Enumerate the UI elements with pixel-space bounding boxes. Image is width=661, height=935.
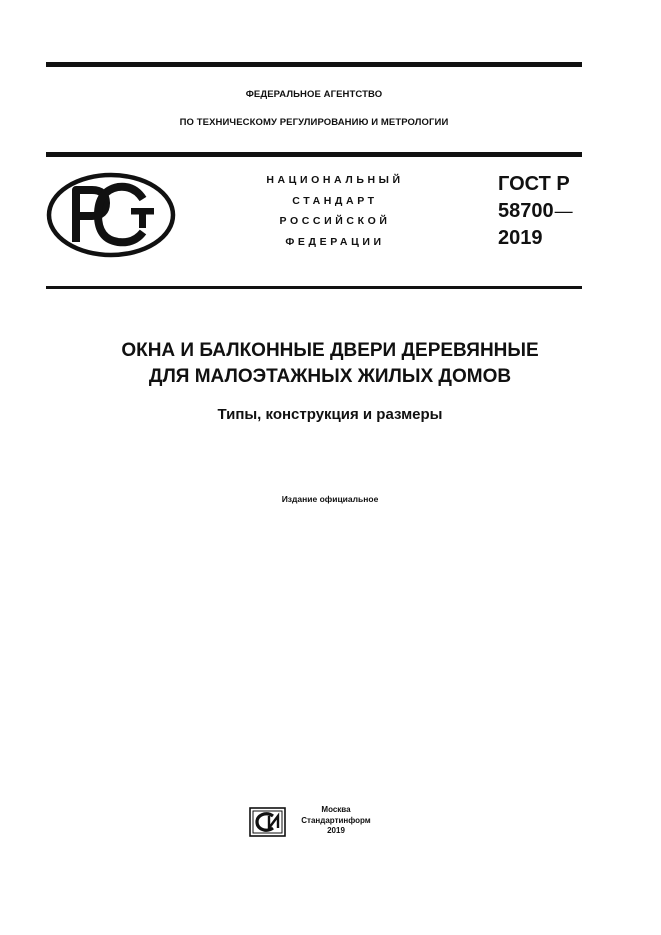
- agency-line-2: ПО ТЕХНИЧЕСКОМУ РЕГУЛИРОВАНИЮ И МЕТРОЛОГИИ: [179, 117, 449, 128]
- publisher-year: 2019: [327, 826, 345, 835]
- agency-line-1: ФЕДЕРАЛЬНОЕ АГЕНТСТВО: [245, 89, 383, 100]
- standard-type-line-1: НАЦИОНАЛЬНЫЙ: [266, 174, 404, 186]
- header-rule: [46, 152, 582, 157]
- standartinform-logo-icon: [249, 807, 286, 837]
- designation-number-line: [498, 198, 573, 225]
- rst-gost-logo-icon: [46, 172, 176, 258]
- publisher-city: Москва: [321, 805, 351, 814]
- publisher-name: Стандартинформ: [301, 815, 371, 825]
- publisher-block: [296, 805, 376, 837]
- document-title: [30, 338, 630, 390]
- standard-type-line-4: ФЕДЕРАЦИИ: [285, 235, 385, 248]
- designation-year: 2019: [498, 227, 543, 249]
- edition-note: Издание официальное: [281, 494, 379, 504]
- standard-type-block: [230, 170, 440, 252]
- top-rule: [46, 62, 582, 67]
- designation-block: [498, 171, 573, 252]
- document-subtitle: Типы, конструкция и размеры: [217, 406, 443, 423]
- title-line-2: ДЛЯ МАЛОЭТАЖНЫХ ЖИЛЫХ ДОМОВ: [148, 366, 512, 387]
- designation-number: 58700: [498, 200, 554, 222]
- standard-type-line-2: СТАНДАРТ: [292, 194, 378, 207]
- standard-type-line-3: РОССИЙСКОЙ: [279, 215, 391, 227]
- designation-prefix: ГОСТ Р: [498, 173, 570, 195]
- section-rule: [46, 286, 582, 289]
- designation-dash: —: [554, 201, 573, 221]
- title-line-1: ОКНА И БАЛКОННЫЕ ДВЕРИ ДЕРЕВЯННЫЕ: [121, 340, 539, 361]
